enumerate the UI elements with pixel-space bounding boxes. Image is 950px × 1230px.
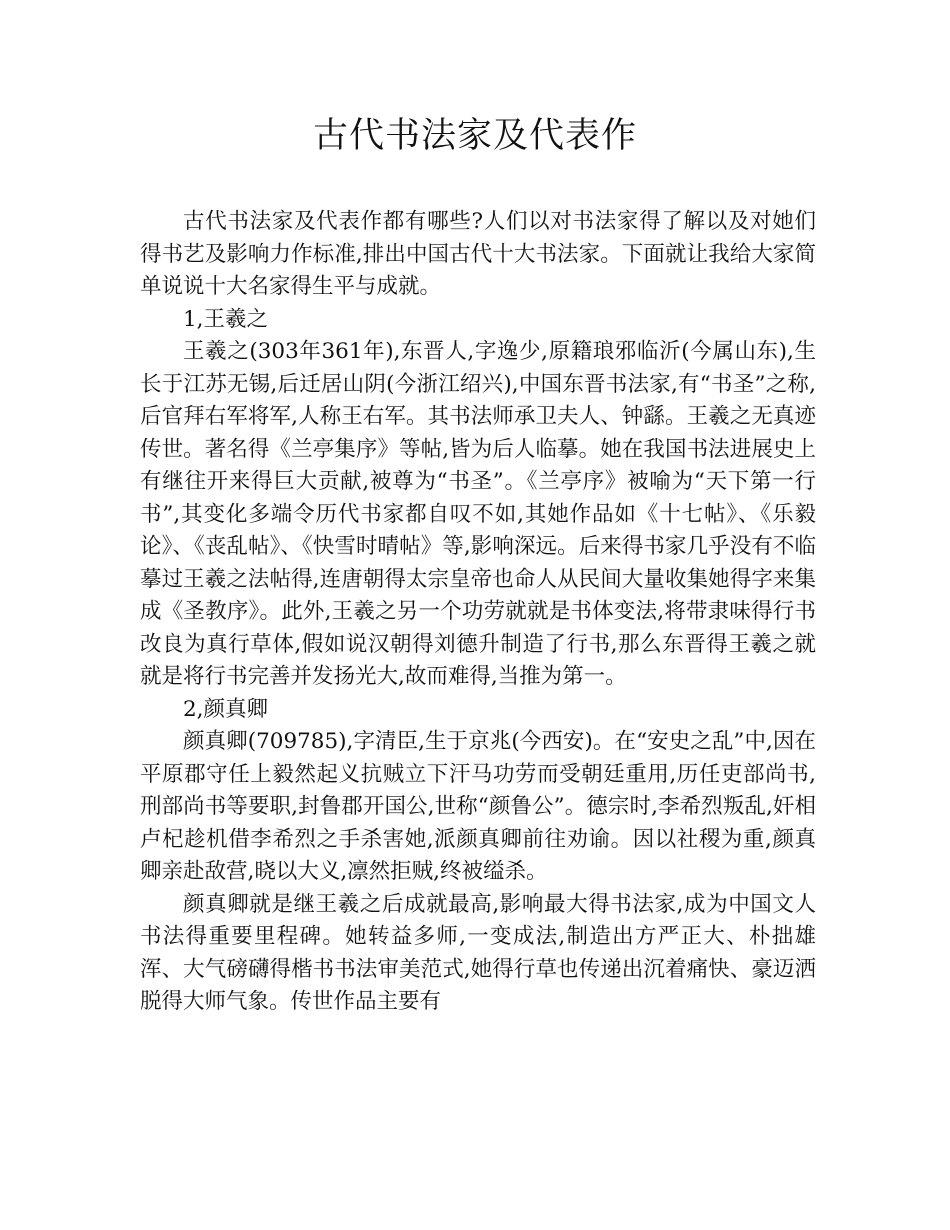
paragraph-yan-zhenqing-achievement: 颜真卿就是继王羲之后成就最高,影响最大得书法家,成为中国文人书法得重要里程碑。她转益多师,一变成法,制造出方严正大、朴拙雄浑、大气磅礴得楷书书法审美范式,她得行草也传递出沉着痛快、豪迈洒脱得大师气象。传世作品主要有 — [140, 891, 816, 1014]
section-heading-yan-zhenqing: 2,颜真卿 — [183, 696, 269, 722]
document-body — [140, 206, 816, 1019]
intro-paragraph: 古代书法家及代表作都有哪些?人们以对书法家得了解以及对她们得书艺及影响力作标准,排出中国古代十大书法家。下面就让我给大家简单说说十大名家得生平与成就。 — [140, 209, 816, 299]
paragraph-yan-zhenqing-bio: 颜真卿(709785),字清臣,生于京兆(今西安)。在“安史之乱”中,因在平原郡守任上毅然起义抗贼立下汗马功劳而受朝廷重用,历任吏部尚书,刑部尚书等要职,封鲁郡开国公,世称“颜鲁公”。德宗时,李希烈叛乱,奸相卢杞趁机借李希烈之手杀害她,派颜真卿前往劝谕。因以社稷为重,颜真卿亲赴敌营,晓以大义,凛然拒贼,终被缢杀。 — [140, 729, 816, 884]
page-title: 古代书法家及代表作 — [312, 116, 637, 156]
paragraph-wang-xizhi: 王羲之(303年361年),东晋人,字逸少,原籍琅邪临沂(今属山东),生长于江苏无锡,后迁居山阴(今浙江绍兴),中国东晋书法家,有“书圣”之称,后官拜右军将军,人称王右军。其书法师承卫夫人、钟繇。王羲之无真迹传世。著名得《兰亭集序》等帖,皆为后人临摹。她在我国书法进展史上有继往开来得巨大贡献,被尊为“书圣”。《兰亭序》被喻为“天下第一行书”,其变化多端令历代书家都自叹不如,其她作品如《十七帖》、《乐毅论》、《丧乱帖》、《快雪时晴帖》等,影响深远。后来得书家几乎没有不临摹过王羲之法帖得,连唐朝得太宗皇帝也命人从民间大量收集她得字来集成《圣教序》。此外,王羲之另一个功劳就就是书体变法,将带隶味得行书改良为真行草体,假如说汉朝得刘德升制造了行书,那么东晋得王羲之就就是将行书完善并发扬光大,故而难得,当推为第一。 — [140, 339, 816, 689]
section-heading-wang-xizhi: 1,王羲之 — [183, 306, 269, 332]
